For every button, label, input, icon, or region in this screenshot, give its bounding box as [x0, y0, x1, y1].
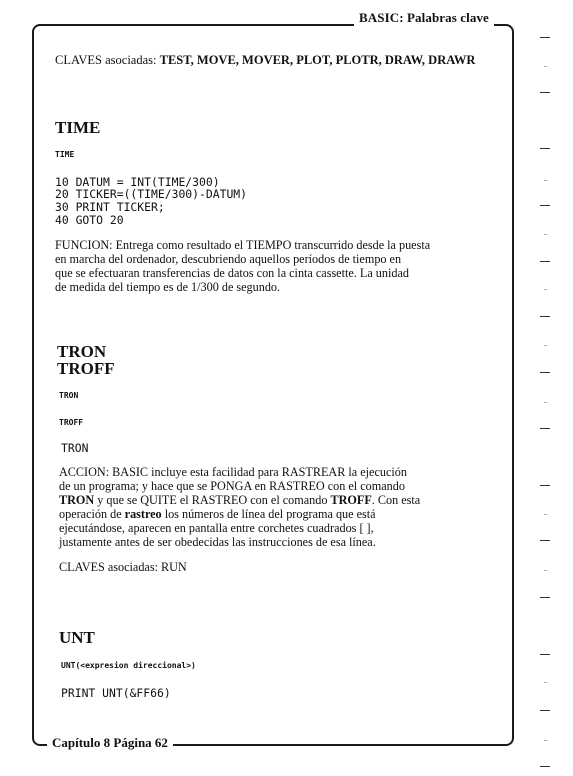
time-func-line-4: de medida del tiempo es de 1/300 de segundo. [55, 280, 281, 294]
accion-troff-keyword: TROFF [330, 493, 372, 507]
margin-mark [540, 148, 550, 149]
margin-mark [540, 261, 550, 262]
tron-claves: CLAVES asociadas: RUN [59, 560, 187, 574]
margin-mark [540, 92, 550, 93]
unt-syntax: UNT(<expresion direccional>) [61, 661, 196, 670]
accion-line-3 [59, 493, 420, 507]
time-func-line-2: en marcha del ordenador, descubriendo aquellos períodos de tiempo en [55, 252, 402, 266]
margin-mark [540, 766, 550, 767]
accion-line-5: ejecutándose, aparecen en pantalla entre corchetes cuadrados [ ], [59, 521, 374, 535]
margin-mark [540, 654, 550, 655]
margin-dot [544, 180, 547, 181]
unt-example: PRINT UNT(&FF66) [61, 686, 171, 700]
troff-heading: TROFF [57, 359, 115, 378]
margin-dot [544, 514, 547, 515]
accion-tron-keyword: TRON [59, 493, 95, 507]
margin-dot [544, 345, 547, 346]
running-header: BASIC: Palabras clave [354, 10, 494, 26]
accion-line-2: de un programa; y hace que se PONGA en RASTREO con el comando [59, 479, 405, 493]
margin-mark [540, 205, 550, 206]
time-code-line-4: 40 GOTO 20 [55, 213, 124, 227]
margin-mark [540, 485, 550, 486]
time-func-line-3: que se efectuaran transferencias de datos con la cinta cassette. La unidad [55, 266, 409, 280]
accion-line-3-text: y que se QUITE el RASTREO con el comando [94, 493, 331, 507]
margin-dot [544, 234, 547, 235]
time-code-line-1: 10 DATUM = INT(TIME/300) [55, 175, 220, 189]
tron-syntax: TRON [59, 391, 79, 400]
margin-mark [540, 37, 550, 38]
time-code-line-3: 30 PRINT TICKER; [55, 200, 165, 214]
top-claves-prefix: CLAVES asociadas: [55, 53, 157, 67]
accion-line-4-end: los números de línea del programa que está [161, 507, 376, 521]
accion-line-4-start: operación de [59, 507, 125, 521]
margin-mark [540, 428, 550, 429]
top-claves-line [55, 53, 475, 68]
page-frame [32, 24, 514, 746]
margin-mark [540, 372, 550, 373]
margin-dot [544, 570, 547, 571]
running-footer: Capítulo 8 Página 62 [47, 735, 173, 751]
margin-dot [544, 740, 547, 741]
margin-dot [544, 402, 547, 403]
time-syntax: TIME [55, 150, 75, 159]
margin-mark [540, 710, 550, 711]
troff-syntax: TROFF [59, 418, 84, 427]
tron-example: TRON [61, 441, 89, 455]
margin-dot [544, 682, 547, 683]
margin-marks [540, 0, 552, 776]
margin-dot [544, 66, 547, 67]
accion-line-1: ACCION: BASIC incluye esta facilidad para RASTREAR la ejecución [59, 465, 407, 479]
top-claves-keywords: TEST, MOVE, MOVER, PLOT, PLOTR, DRAW, DRAWR [159, 53, 476, 67]
time-code-line-2: 20 TICKER=((TIME/300)-DATUM) [55, 187, 248, 201]
margin-mark [540, 316, 550, 317]
accion-line-4 [59, 507, 376, 521]
accion-line-6: justamente antes de ser obedecidas las instrucciones de esa línea. [59, 535, 376, 549]
margin-mark [540, 540, 550, 541]
tron-heading: TRON [57, 342, 107, 361]
time-func-line-1: FUNCION: Entrega como resultado el TIEMPO transcurrido desde la puesta [55, 238, 431, 252]
accion-rastreo-keyword: rastreo [124, 507, 162, 521]
time-heading: TIME [55, 118, 101, 137]
accion-line-3-end: . Con esta [371, 493, 421, 507]
margin-mark [540, 597, 550, 598]
unt-heading: UNT [59, 628, 95, 647]
margin-dot [544, 289, 547, 290]
